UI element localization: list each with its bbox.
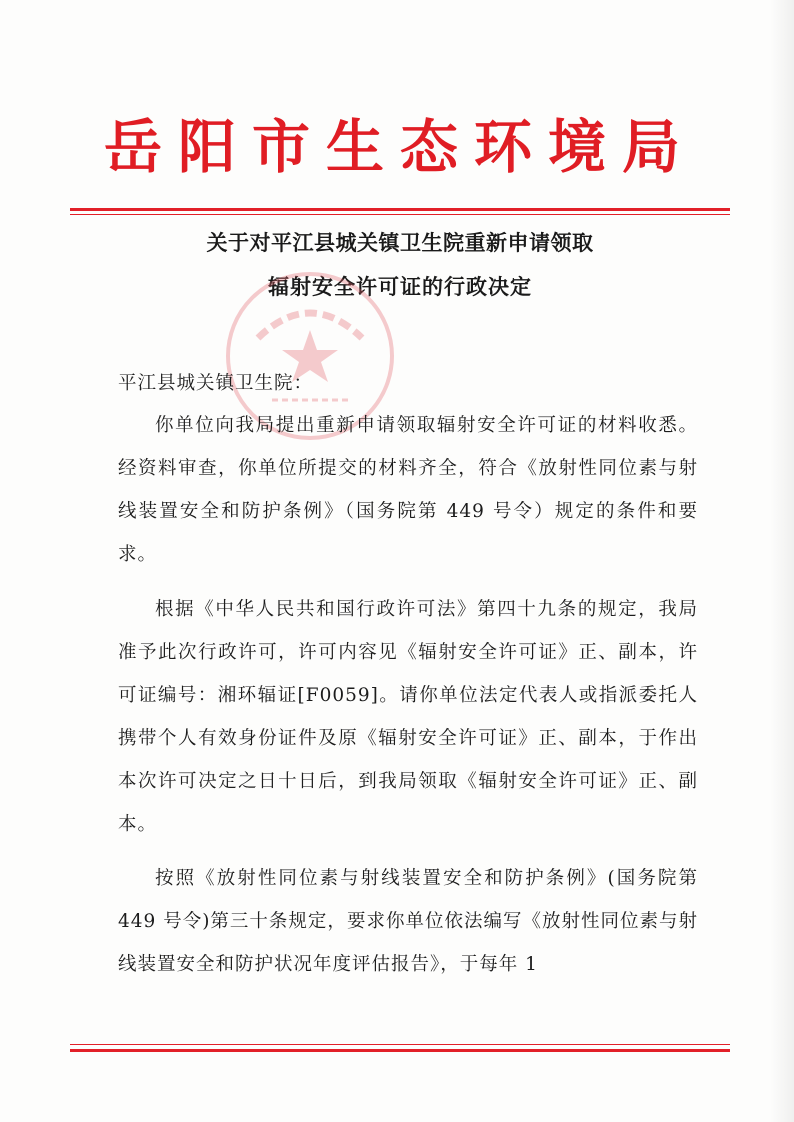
letterhead-title: 岳阳市生态环境局 — [103, 113, 696, 181]
document-title-line-2: 辐射安全许可证的行政决定 — [268, 275, 532, 299]
page-edge-shadow — [770, 0, 794, 1122]
footer-rule-thin — [70, 1044, 730, 1045]
salutation: 平江县城关镇卫生院： — [118, 373, 314, 394]
paragraph-3: 按照《放射性同位素与射线装置安全和防护条例》(国务院第 449 号令)第三十条规定，要求你单位依法编写《放射性同位素与射线装置安全和防护状况年度评估报告》，于每年 1 — [118, 868, 698, 975]
paragraph-1: 你单位向我局提出重新申请领取辐射安全许可证的材料收悉。经资料审查，你单位所提交的材料齐全，符合《放射性同位素与射线装置安全和防护条例》（国务院第 449 号令）规定的条件和要求。 — [118, 415, 698, 565]
header-rule-thin — [70, 214, 730, 215]
footer-rule-thick — [70, 1049, 730, 1052]
header-rule-thick — [70, 208, 730, 211]
document-title-line-1: 关于对平江县城关镇卫生院重新申请领取 — [206, 231, 594, 255]
paragraph-2: 根据《中华人民共和国行政许可法》第四十九条的规定，我局准予此次行政许可，许可内容见《辐射安全许可证》正、副本，许可证编号：湘环辐证[F0059]。请你单位法定代表人或指派委托人携带个人有效身份证件及原《辐射安全许可证》正、副本，于作出本次许可决定之日十日后，到我局领取《辐射安全许可证》正、副本。 — [118, 599, 698, 835]
